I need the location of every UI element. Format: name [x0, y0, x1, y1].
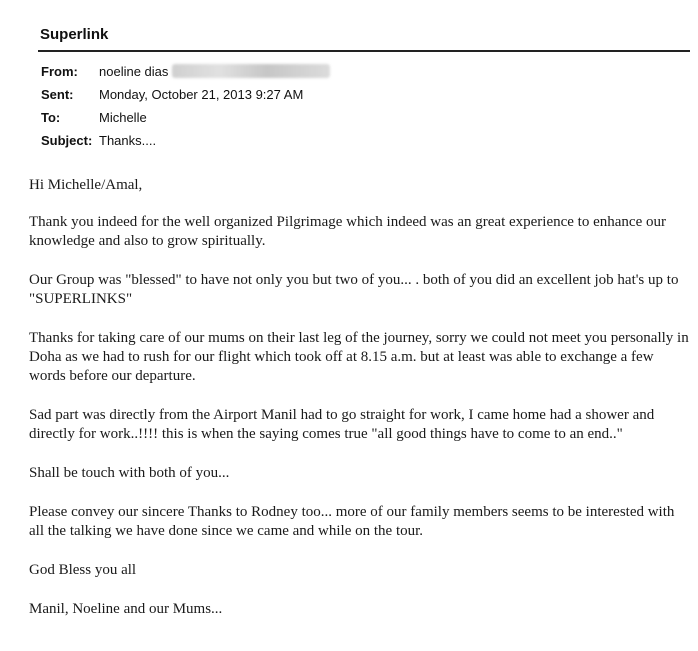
email-body [29, 176, 689, 639]
sent-row [41, 87, 303, 102]
signature: Manil, Noeline and our Mums... [29, 601, 223, 617]
subject-row [41, 133, 156, 148]
from-row [41, 64, 330, 79]
body-paragraph: Thanks for taking care of our mums on their last leg of the journey, sorry we could not meet you personally in Doha as we had to rush for our flight which took off at 8.15 a.m. but at least was able to exchange a few words before our departure. [29, 330, 689, 384]
to-label: To: [41, 110, 61, 125]
mailbox-title: Superlink [40, 26, 109, 43]
closing: God Bless you all [29, 562, 137, 578]
body-paragraph: Thank you indeed for the well organized Pilgrimage which indeed was an great experience to enhance our knowledge and also to grow spiritually. [29, 214, 666, 249]
greeting: Hi Michelle/Amal, [29, 177, 143, 193]
subject-value: Thanks.... [99, 133, 157, 148]
body-paragraph: Shall be touch with both of you... [29, 465, 230, 481]
redacted-email-address [172, 64, 330, 78]
from-label: From: [41, 64, 78, 79]
header-divider [38, 50, 690, 52]
sent-label: Sent: [41, 87, 74, 102]
from-value: noeline dias [99, 64, 169, 79]
body-paragraph: Our Group was "blessed" to have not only you but two of you... . both of you did an excellent job hat's up to "SUPERLINKS" [29, 272, 679, 307]
sent-value: Monday, October 21, 2013 9:27 AM [99, 87, 304, 102]
body-paragraph: Please convey our sincere Thanks to Rodney too... more of our family members seems to be interested with all the talking we have done since we came and while on the tour. [29, 504, 675, 539]
to-value: Michelle [99, 110, 147, 125]
to-row [41, 110, 147, 125]
body-paragraph: Sad part was directly from the Airport Manil had to go straight for work, I came home had a shower and directly for work..!!!! this is when the saying comes true "all good things have to come to an end.." [29, 407, 655, 442]
subject-label: Subject: [41, 133, 93, 148]
